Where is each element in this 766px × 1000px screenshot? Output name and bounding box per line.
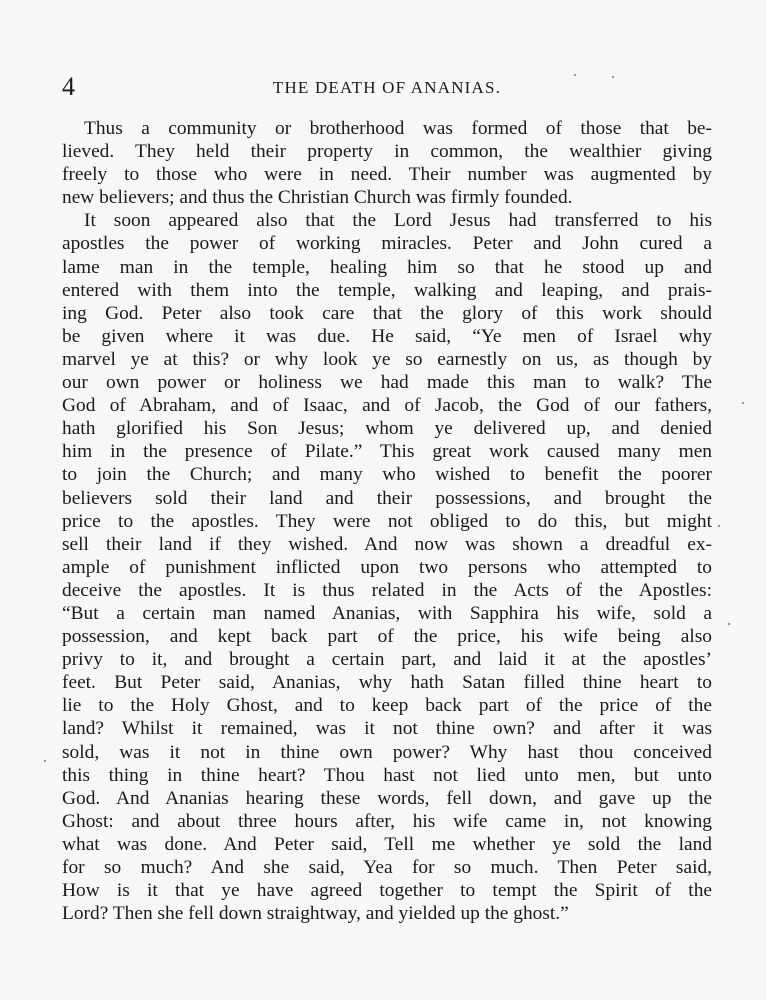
text-line: lieved. They held their property in common, the wealthier giving (62, 141, 712, 163)
text-line: land? Whilst it remained, was it not thine own? and after it was (62, 718, 712, 740)
text-line: possession, and kept back part of the price, his wife being also (62, 626, 712, 648)
text-line: “But a certain man named Ananias, with Sapphira his wife, sold a (62, 602, 712, 624)
text-line: to join the Church; and many who wished to benefit the poorer (62, 464, 712, 486)
body-text (62, 117, 712, 925)
print-speck (718, 525, 720, 527)
text-line: Ghost: and about three hours after, his wife came in, not knowing (62, 810, 712, 832)
text-line: It soon appeared also that the Lord Jesus had transferred to his (84, 210, 712, 232)
text-line: entered with them into the temple, walking and leaping, and prais- (62, 279, 712, 301)
page-header (62, 72, 712, 102)
text-line: privy to it, and brought a certain part, and laid it at the apostles’ (62, 649, 712, 671)
text-line: God. And Ananias hearing these words, fell down, and gave up the (62, 787, 712, 809)
text-line: be given where it was due. He said, “Ye men of Israel why (62, 325, 712, 347)
text-line: marvel ye at this? or why look ye so earnestly on us, as though by (62, 348, 712, 370)
text-line: what was done. And Peter said, Tell me whether ye sold the land (62, 833, 712, 855)
print-speck (612, 76, 614, 78)
text-line: feet. But Peter said, Ananias, why hath Satan filled thine heart to (62, 672, 712, 694)
print-speck (728, 623, 730, 625)
text-line: lame man in the temple, healing him so that he stood up and (62, 256, 712, 278)
print-speck (44, 760, 46, 762)
text-line: ing God. Peter also took care that the glory of this work should (62, 302, 712, 324)
text-line: ample of punishment inflicted upon two persons who attempted to (62, 556, 712, 578)
text-line: hath glorified his Son Jesus; whom ye delivered up, and denied (62, 418, 712, 440)
text-line: freely to those who were in need. Their number was augmented by (62, 164, 712, 186)
text-line: our own power or holiness we had made this man to walk? The (62, 372, 712, 394)
text-line: How is it that ye have agreed together to tempt the Spirit of the (62, 880, 712, 902)
text-line: him in the presence of Pilate.” This great work caused many men (62, 441, 712, 463)
page-number: 4 (62, 72, 75, 101)
text-line: price to the apostles. They were not obliged to do this, but might (62, 510, 712, 532)
print-speck (742, 402, 744, 404)
text-line: this thing in thine heart? Thou hast not lied unto men, but unto (62, 764, 712, 786)
print-speck (574, 74, 576, 76)
text-line: lie to the Holy Ghost, and to keep back part of the price of the (62, 695, 712, 717)
text-line: believers sold their land and their possessions, and brought the (62, 487, 712, 509)
text-line: Thus a community or brotherhood was formed of those that be- (84, 118, 712, 139)
text-line: deceive the apostles. It is thus related in the Acts of the Apostles: (62, 579, 712, 601)
text-line: apostles the power of working miracles. Peter and John cured a (62, 233, 712, 255)
text-line: for so much? And she said, Yea for so much. Then Peter said, (62, 857, 712, 878)
running-head: THE DEATH OF ANANIAS. (272, 78, 502, 97)
text-line: sell their land if they wished. And now was shown a dreadful ex- (62, 533, 712, 555)
text-line: Lord? Then she fell down straightway, and yielded up the ghost.” (62, 903, 569, 925)
text-line: new believers; and thus the Christian Church was firmly founded. (62, 187, 573, 209)
text-line: God of Abraham, and of Isaac, and of Jacob, the God of our fathers, (62, 395, 712, 417)
text-line: sold, was it not in thine own power? Why hast thou conceived (62, 741, 712, 763)
